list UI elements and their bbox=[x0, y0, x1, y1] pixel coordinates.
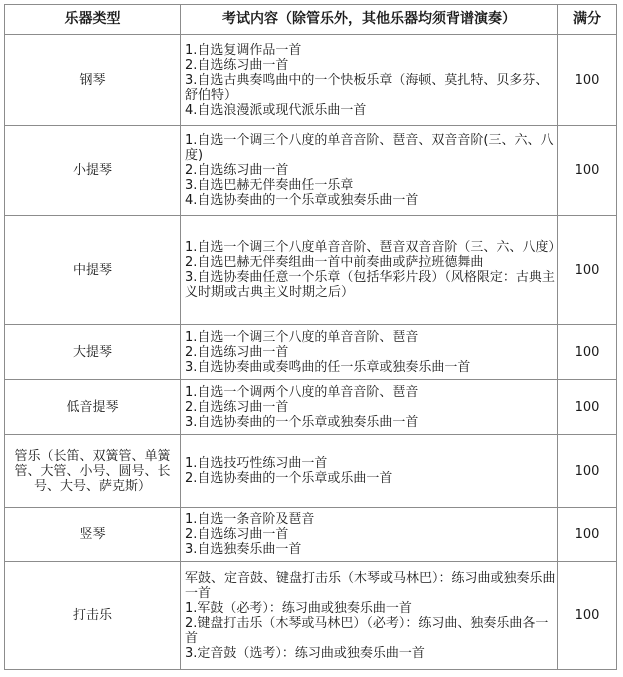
content-line: 1.自选一个调三个八度的单音音阶、琶音、双音音阶(三、六、八度) bbox=[185, 133, 554, 163]
content-cell bbox=[181, 562, 558, 670]
content-line: 3.自选协奏曲任意一个乐章（包括华彩片段）（风格限定：古典主义时期或古典主义时期之后） bbox=[185, 270, 555, 300]
table-row bbox=[5, 562, 617, 670]
content-line: 3.自选协奏曲的一个乐章或独奏乐曲一首 bbox=[185, 414, 419, 430]
table-row bbox=[5, 380, 617, 435]
exam-table-wrapper bbox=[4, 4, 617, 670]
content-line: 4.自选协奏曲的一个乐章或独奏乐曲一首 bbox=[185, 193, 419, 208]
score-cell: 100 bbox=[558, 435, 617, 508]
content-line: 2.自选练习曲一首 bbox=[185, 527, 289, 542]
content-line: 1.自选技巧性练习曲一首 bbox=[185, 456, 328, 471]
content-line: 2.自选练习曲一首 bbox=[185, 163, 289, 178]
content-line: 4.自选浪漫派或现代派乐曲一首 bbox=[185, 102, 367, 118]
instrument-cell: 低音提琴 bbox=[5, 380, 181, 435]
content-line: 3.自选巴赫无伴奏曲任一乐章 bbox=[185, 178, 354, 193]
instrument-cell: 大提琴 bbox=[5, 325, 181, 380]
content-line: 2.自选练习曲一首 bbox=[185, 57, 289, 73]
header-row bbox=[5, 5, 617, 35]
score-cell: 100 bbox=[558, 562, 617, 670]
table-row bbox=[5, 35, 617, 126]
content-line: 1.自选复调作品一首 bbox=[185, 42, 302, 58]
instrument-cell: 打击乐 bbox=[5, 562, 181, 670]
content-cell bbox=[181, 35, 558, 126]
content-line: 3.自选独奏乐曲一首 bbox=[185, 542, 302, 557]
content-cell bbox=[181, 380, 558, 435]
table-row bbox=[5, 216, 617, 325]
content-line: 1.自选一条音阶及琶音 bbox=[185, 512, 315, 527]
content-cell bbox=[181, 216, 562, 325]
content-cell bbox=[181, 508, 558, 562]
content-line: 3.定音鼓（选考）：练习曲或独奏乐曲一首 bbox=[185, 645, 425, 661]
content-cell bbox=[181, 435, 558, 508]
header-content: 考试内容（除管乐外，其他乐器均须背谱演奏） bbox=[181, 5, 558, 35]
score-cell: 100 bbox=[558, 35, 617, 126]
score-cell: 100 bbox=[558, 325, 617, 380]
content-line: 2.自选练习曲一首 bbox=[185, 399, 289, 415]
header-score: 满分 bbox=[558, 5, 617, 35]
instrument-cell: 钢琴 bbox=[5, 35, 181, 126]
score-cell: 100 bbox=[558, 380, 617, 435]
content-line: 2.自选协奏曲的一个乐章或乐曲一首 bbox=[185, 471, 393, 486]
instrument-cell: 小提琴 bbox=[5, 126, 181, 216]
content-line: 2.自选巴赫无伴奏组曲一首中前奏曲或萨拉班德舞曲 bbox=[185, 255, 484, 270]
content-line: 1.自选一个调三个八度的单音音阶、琶音 bbox=[185, 329, 419, 345]
content-line: 1.自选一个调两个八度的单音音阶、琶音 bbox=[185, 384, 419, 400]
content-line: 3.自选协奏曲或奏鸣曲的任一乐章或独奏乐曲一首 bbox=[185, 359, 471, 375]
table-row bbox=[5, 325, 617, 380]
content-cell bbox=[181, 126, 558, 216]
instrument-cell: 管乐（长笛、双簧管、单簧管、大管、小号、圆号、长号、大号、萨克斯） bbox=[5, 435, 181, 508]
content-line: 3.自选古典奏鸣曲中的一个快板乐章（海顿、莫扎特、贝多芬、舒伯特） bbox=[185, 72, 549, 103]
header-instrument: 乐器类型 bbox=[5, 5, 181, 35]
score-cell: 100 bbox=[558, 126, 617, 216]
score-cell: 100 bbox=[558, 508, 617, 562]
content-line: 2.键盘打击乐（木琴或马林巴）（必考）：练习曲、独奏乐曲各一首 bbox=[185, 615, 549, 646]
exam-requirements-table bbox=[4, 4, 617, 670]
table-row bbox=[5, 435, 617, 508]
score-cell: 100 bbox=[558, 216, 617, 325]
instrument-cell: 中提琴 bbox=[5, 216, 181, 325]
table-row bbox=[5, 126, 617, 216]
table-row bbox=[5, 508, 617, 562]
content-line: 1.自选一个调三个八度单音音阶、琶音双音音阶（三、六、八度） bbox=[185, 240, 562, 255]
content-line: 2.自选练习曲一首 bbox=[185, 344, 289, 360]
content-cell bbox=[181, 325, 558, 380]
instrument-cell: 竖琴 bbox=[5, 508, 181, 562]
content-line: 1.军鼓（必考）：练习曲或独奏乐曲一首 bbox=[185, 600, 412, 616]
content-line: 军鼓、定音鼓、键盘打击乐（木琴或马林巴）：练习曲或独奏乐曲一首 bbox=[185, 570, 556, 601]
